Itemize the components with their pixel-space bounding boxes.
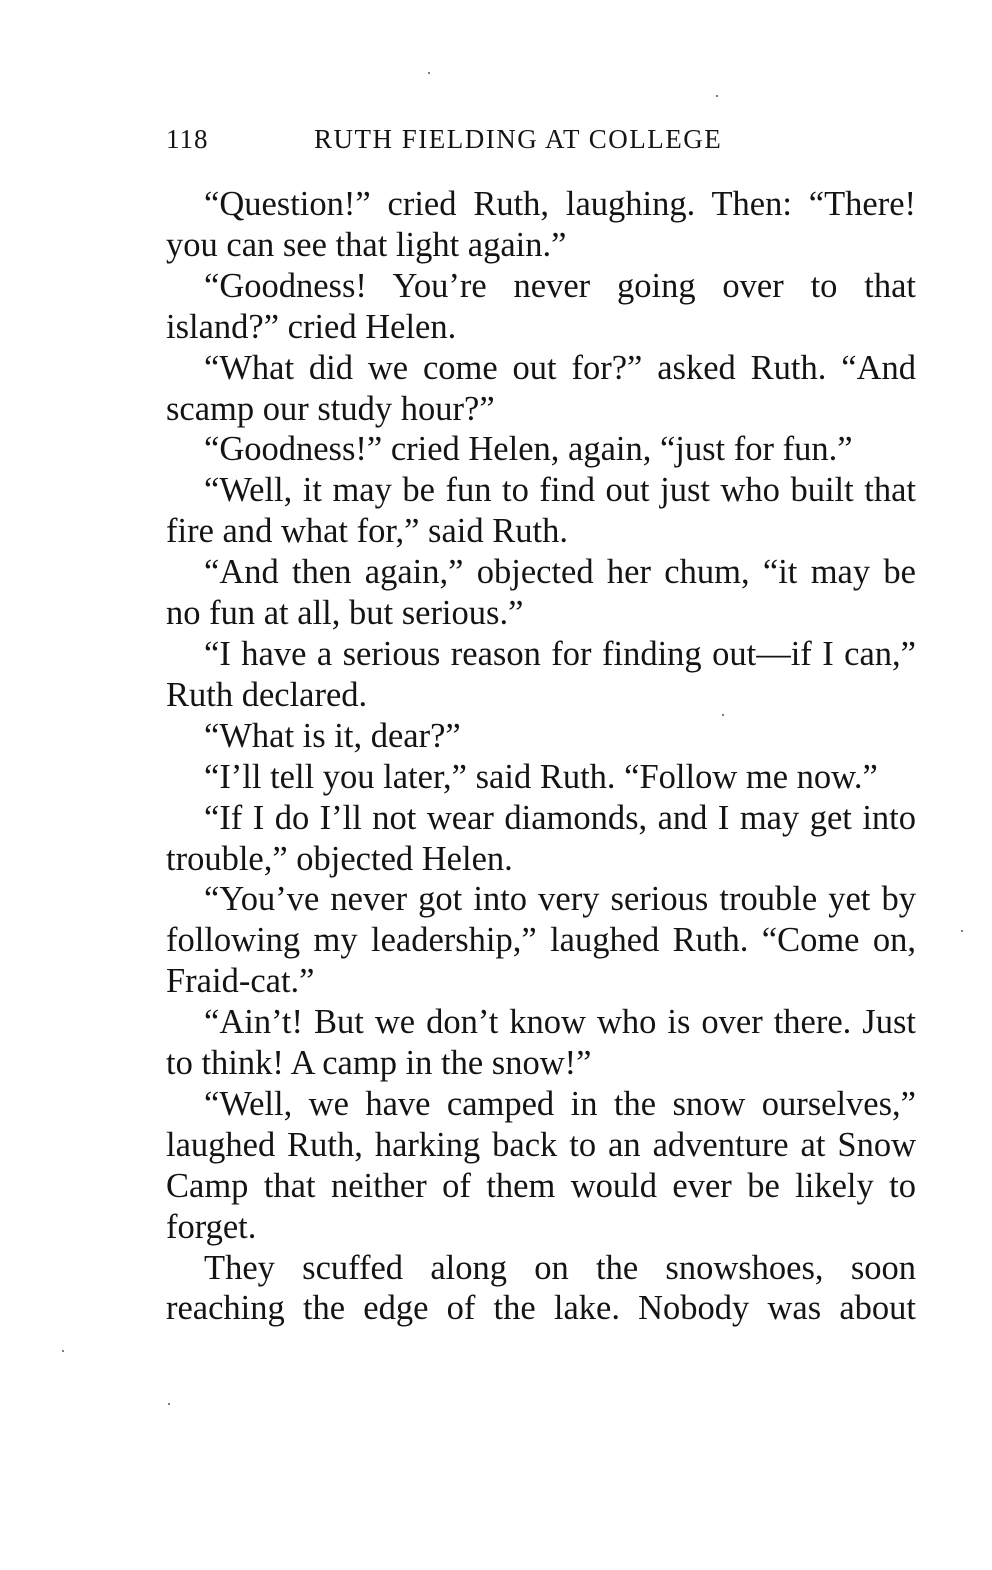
paragraph: “I have a serious reason for finding out—if I can,” Ruth declared.	[166, 634, 916, 714]
scan-speck	[716, 95, 718, 97]
paragraph: “What is it, dear?”	[204, 716, 461, 755]
paragraph: “Well, it may be fun to find out just who built that fire and what for,” said Ruth.	[166, 471, 916, 551]
scan-speck	[62, 1350, 64, 1352]
scan-speck	[428, 72, 430, 74]
running-head	[166, 124, 914, 164]
page-number: 118	[166, 124, 209, 154]
paragraph: “You’ve never got into very serious trouble yet by following my leadership,” laughed Ruth. “Come on, Fraid-cat.”	[166, 880, 916, 1001]
paragraph: “Well, we have camped in the snow ourselves,” laughed Ruth, harking back to an adventure at Snow Camp that neither of them would ever be likely to forget.	[166, 1084, 916, 1246]
paragraph: “I’ll tell you later,” said Ruth. “Follow me now.”	[204, 757, 878, 796]
paragraph: “Question!” cried Ruth, laughing. Then: “There! you can see that light again.”	[166, 185, 916, 264]
paragraph: “And then again,” objected her chum, “it may be no fun at all, but serious.”	[166, 553, 916, 633]
book-title: RUTH FIELDING AT COLLEGE	[314, 124, 723, 154]
scan-speck	[168, 1403, 170, 1405]
scan-speck	[961, 930, 963, 932]
paragraph: “If I do I’ll not wear diamonds, and I may get into trouble,” objected Helen.	[166, 798, 916, 878]
paragraph: “What did we come out for?” asked Ruth. “And scamp our study hour?”	[166, 348, 916, 428]
paragraph: “Ain’t! But we don’t know who is over there. Just to think! A camp in the snow!”	[166, 1003, 916, 1083]
scan-speck	[722, 714, 724, 716]
paragraph: “Goodness!” cried Helen, again, “just for fun.”	[204, 430, 853, 469]
paragraph: They scuffed along on the snowshoes, soon reaching the edge of the lake. Nobody was about	[166, 1248, 916, 1328]
paragraph: “Goodness! You’re never going over to that island?” cried Helen.	[166, 266, 916, 346]
body-text	[166, 184, 916, 1329]
